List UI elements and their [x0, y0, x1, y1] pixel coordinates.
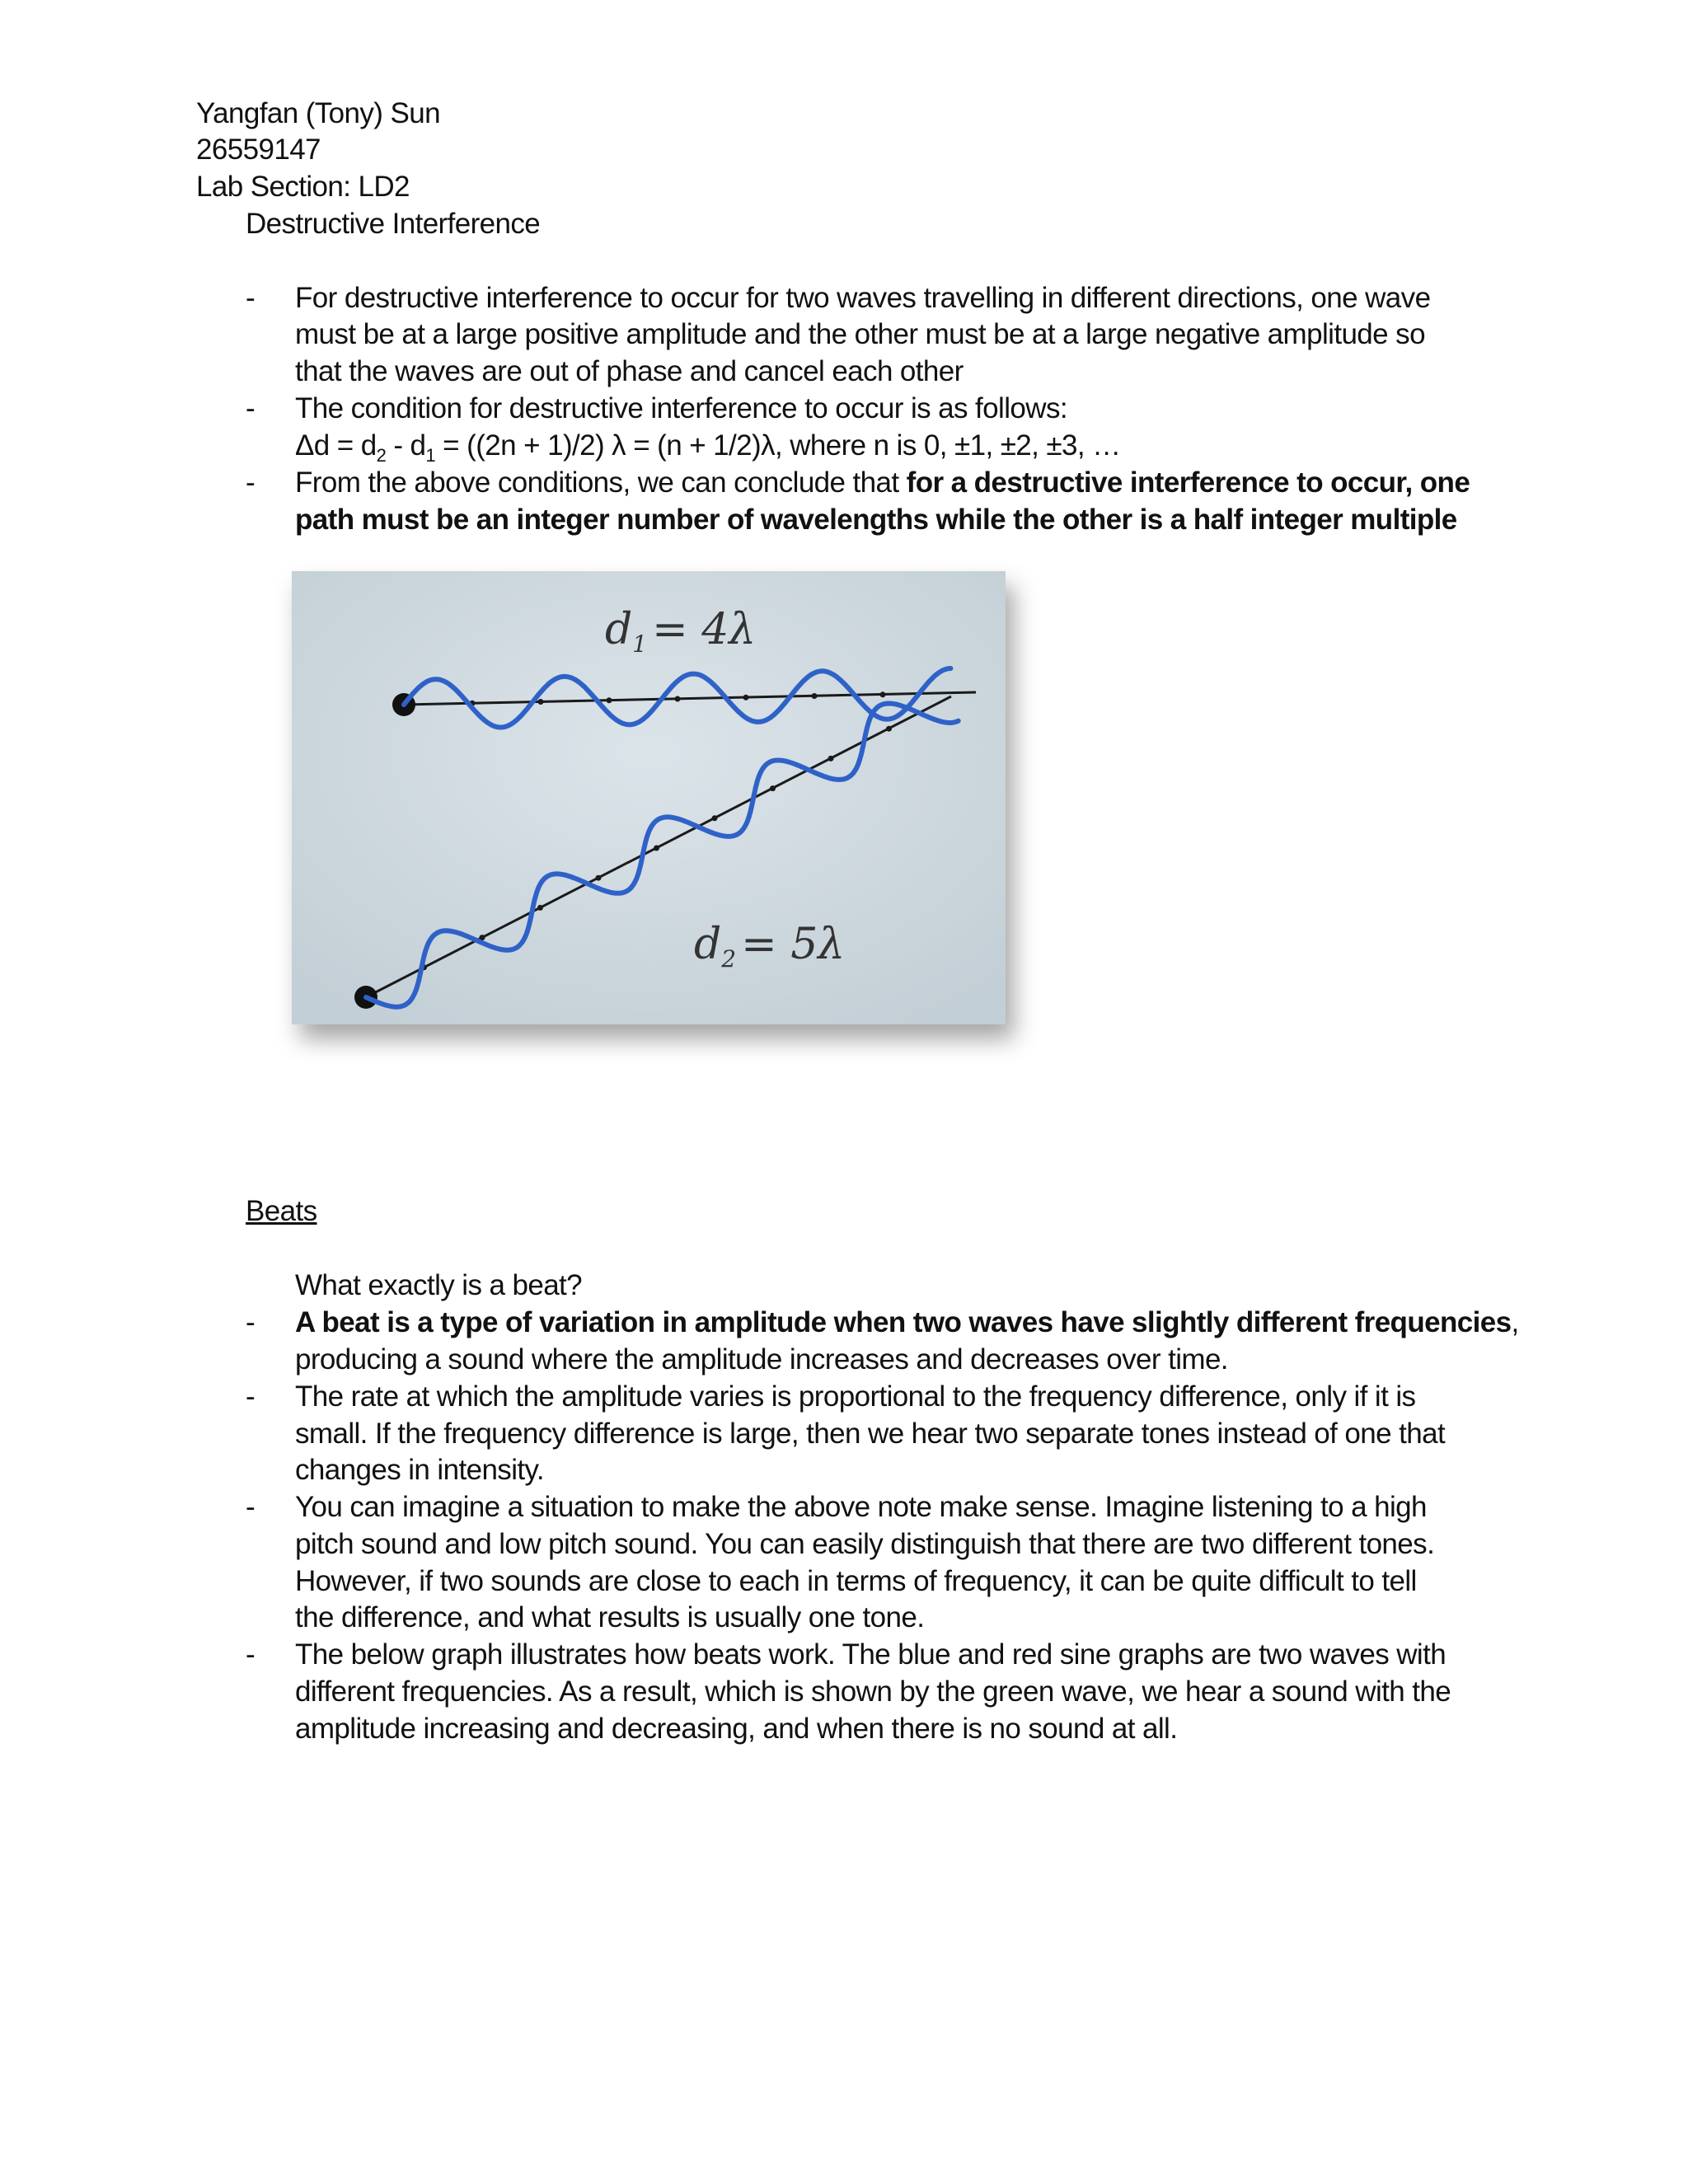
figure-background	[292, 571, 1006, 1024]
interference-figure	[292, 571, 1006, 1024]
bullet-dash: -	[246, 282, 256, 314]
beats-bullet-3-line-4: the difference, and what results is usually one tone.	[295, 1601, 925, 1633]
tick-mark	[712, 815, 718, 821]
author-name: Yangfan (Tony) Sun	[196, 97, 440, 129]
beats-bullet-3-line-2: pitch sound and low pitch sound. You can easily distinguish that there are two different tones.	[295, 1528, 1435, 1560]
beats-bullet-4-line-2: different frequencies. As a result, which is shown by the green wave, we hear a sound with the	[295, 1675, 1451, 1708]
bullet-3-plain: From the above conditions, we can conclude that	[295, 466, 907, 499]
bullet-dash: -	[246, 1491, 256, 1523]
equation-mid: - d	[386, 429, 426, 462]
tick-mark	[654, 846, 659, 851]
figure-photo	[292, 571, 1006, 1024]
beats-bullet-4-line-1: The below graph illustrates how beats work. The blue and red sine graphs are two waves with	[295, 1638, 1447, 1671]
tick-mark	[880, 691, 886, 697]
bullet-dash: -	[246, 1306, 256, 1338]
beats-bullet-4-line-3: amplitude increasing and decreasing, and when there is no sound at all.	[295, 1713, 1178, 1745]
beats-bullet-3-line-1: You can imagine a situation to make the above note make sense. Imagine listening to a high	[295, 1491, 1427, 1523]
tick-mark	[538, 699, 544, 705]
tick-mark	[607, 697, 612, 703]
tick-mark	[770, 785, 776, 791]
beats-bullet-2-line-1: The rate at which the amplitude varies is proportional to the frequency difference, only if it is	[295, 1380, 1416, 1413]
destructive-bullet-3-line-2	[295, 502, 1457, 538]
beats-bullet-3-line-3: However, if two sounds are close to each in terms of frequency, it can be quite difficult to tell	[295, 1565, 1417, 1597]
beats-question: What exactly is a beat?	[295, 1269, 583, 1301]
equation-sub-1: 1	[425, 445, 436, 466]
equation-suffix: = ((2n + 1)/2) λ = (n + 1/2)λ, where n is 0, ±1, ±2, ±3, …	[435, 429, 1121, 462]
beats-bullet-2-line-3: changes in intensity.	[295, 1454, 544, 1486]
equation-sub-2: 2	[376, 445, 387, 466]
wave-diagram	[292, 571, 1006, 1024]
destructive-bullet-1-line-2: must be at a large positive amplitude and the other must be at a large negative amplitude so	[295, 318, 1425, 350]
bullet-3-bold-2: path must be an integer number of wavelengths while the other is a half integer multiple	[295, 504, 1457, 536]
d2-label: d2 = 5λ	[694, 920, 846, 972]
beats-bullet-1-line-2: producing a sound where the amplitude increases and decreases over time.	[295, 1343, 1228, 1376]
bullet-dash: -	[246, 1638, 256, 1671]
equation-prefix: Δd = d	[295, 429, 377, 462]
beats-definition-bold: A beat is a type of variation in amplitude when two waves have slightly different frequencies	[295, 1306, 1512, 1338]
tick-mark	[743, 695, 749, 701]
beats-bullet-2-line-2: small. If the frequency difference is large, then we hear two separate tones instead of one that	[295, 1418, 1446, 1450]
tick-mark	[596, 875, 602, 881]
destructive-bullet-2-line-1: The condition for destructive interference to occur is as follows:	[295, 392, 1067, 424]
destructive-condition-equation	[295, 428, 1121, 464]
beats-bullet-1-line-1	[295, 1305, 1519, 1341]
bullet-3-bold: for a destructive interference to occur, one	[906, 466, 1470, 499]
bullet-dash: -	[246, 466, 256, 499]
bullet-dash: -	[246, 1380, 256, 1413]
beats-definition-comma: ,	[1511, 1306, 1519, 1338]
destructive-bullet-3-line-1	[295, 465, 1470, 501]
tick-mark	[812, 693, 818, 699]
section-heading-destructive: Destructive Interference	[246, 208, 541, 240]
lab-section: Lab Section: LD2	[196, 171, 410, 203]
d1-label: d1 = 4λ	[605, 605, 757, 658]
tick-mark	[675, 696, 681, 702]
student-id: 26559147	[196, 134, 321, 166]
tick-mark	[828, 756, 834, 762]
tick-mark	[886, 726, 892, 732]
bullet-dash: -	[246, 392, 256, 424]
tick-mark	[537, 905, 543, 911]
destructive-bullet-1-line-3: that the waves are out of phase and cancel each other	[295, 355, 964, 387]
destructive-bullet-1-line-1: For destructive interference to occur for two waves travelling in different directions, one wave	[295, 282, 1431, 314]
section-heading-beats: Beats	[246, 1195, 317, 1227]
